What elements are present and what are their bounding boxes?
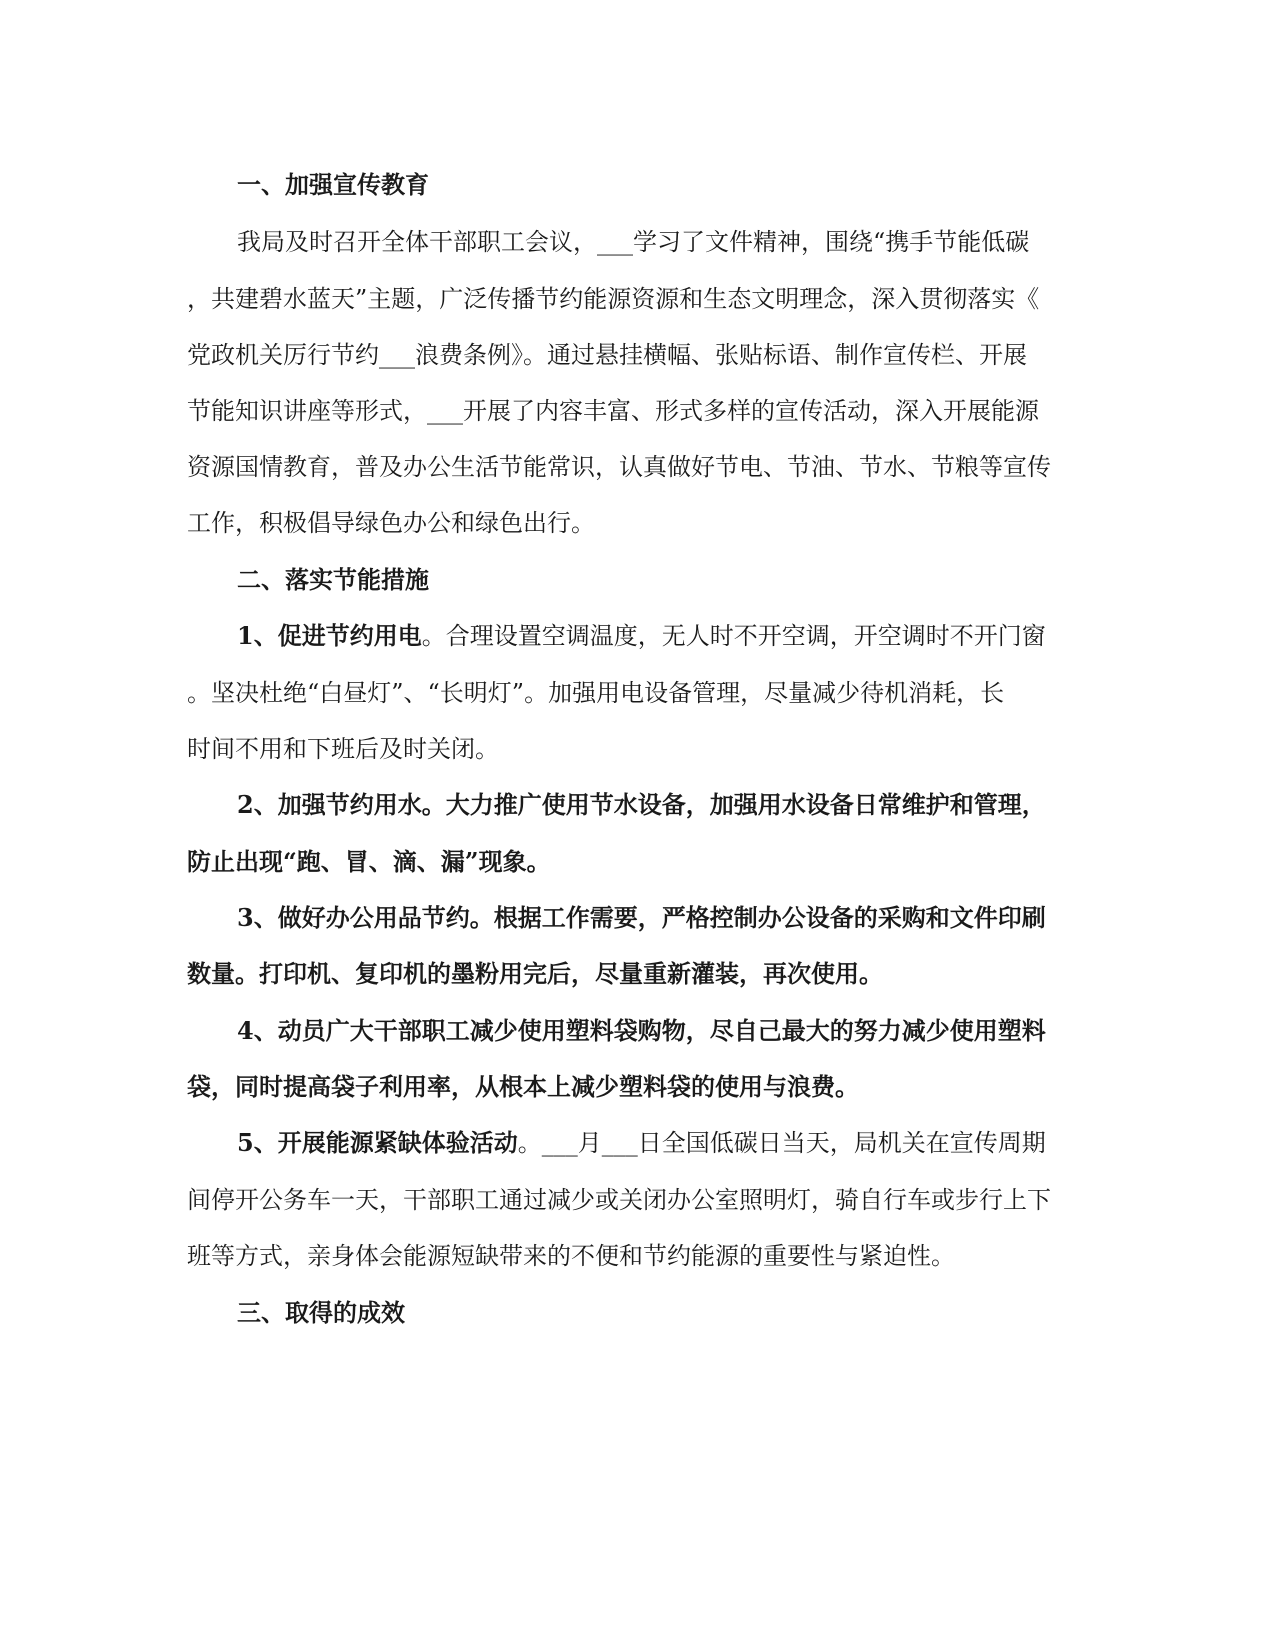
heading-publicity-education: 一、加强宣传教育: [237, 170, 429, 199]
paragraph-line: 班等方式，亲身体会能源短缺带来的不便和节约能源的重要性与紧迫性。: [187, 1242, 955, 1270]
paragraph-line: 3、做好办公用品节约。根据工作需要，严格控制办公设备的采购和文件印刷: [237, 903, 1046, 932]
paragraph-line: ，共建碧水蓝天”主题，广泛传播节约能源资源和生态文明理念，深入贯彻落实《: [187, 285, 1040, 313]
paragraph-line: 间停开公务车一天，干部职工通过减少或关闭办公室照明灯，骑自行车或步行上下: [187, 1186, 1051, 1214]
paragraph-line: 资源国情教育，普及办公生活节能常识，认真做好节电、节油、节水、节粮等宣传: [187, 453, 1051, 481]
heading-results: 三、取得的成效: [237, 1298, 405, 1327]
paragraph-line: 袋，同时提高袋子利用率，从根本上减少塑料袋的使用与浪费。: [187, 1072, 859, 1101]
paragraph-line: [237, 1128, 1087, 1158]
paragraph-line: [237, 621, 1087, 651]
paragraph-line: 党政机关厉行节约___浪费条例》。通过悬挂横幅、张贴标语、制作宣传栏、开展: [187, 341, 1027, 369]
item-title: 5、开展能源紧缺体验活动: [237, 1128, 518, 1157]
item-body: 。___月___日全国低碳日当天，局机关在宣传周期: [517, 1129, 1046, 1157]
paragraph-line: 节能知识讲座等形式，___开展了内容丰富、形式多样的宣传活动，深入开展能源: [187, 397, 1039, 425]
paragraph-line: 4、动员广大干部职工减少使用塑料袋购物，尽自己最大的努力减少使用塑料: [237, 1016, 1046, 1045]
paragraph-line: 。坚决杜绝“白昼灯”、“长明灯”。加强用电设备管理，尽量减少待机消耗，长: [187, 679, 1005, 707]
paragraph-line: 2、加强节约用水。大力推广使用节水设备，加强用水设备日常维护和管理，: [237, 790, 1046, 819]
paragraph-line: 时间不用和下班后及时关闭。: [187, 735, 499, 763]
paragraph-line: 防止出现“跑、冒、滴、漏”现象。: [187, 847, 551, 876]
item-title: 1、促进节约用电: [237, 621, 422, 650]
paragraph-line: 我局及时召开全体干部职工会议，___学习了文件精神，围绕“携手节能低碳: [237, 228, 1030, 256]
heading-energy-measures: 二、落实节能措施: [237, 565, 429, 594]
paragraph-line: 数量。打印机、复印机的墨粉用完后，尽量重新灌装，再次使用。: [187, 959, 883, 988]
paragraph-line: 工作，积极倡导绿色办公和绿色出行。: [187, 509, 595, 537]
item-body: 。合理设置空调温度，无人时不开空调，开空调时不开门窗: [421, 622, 1046, 650]
